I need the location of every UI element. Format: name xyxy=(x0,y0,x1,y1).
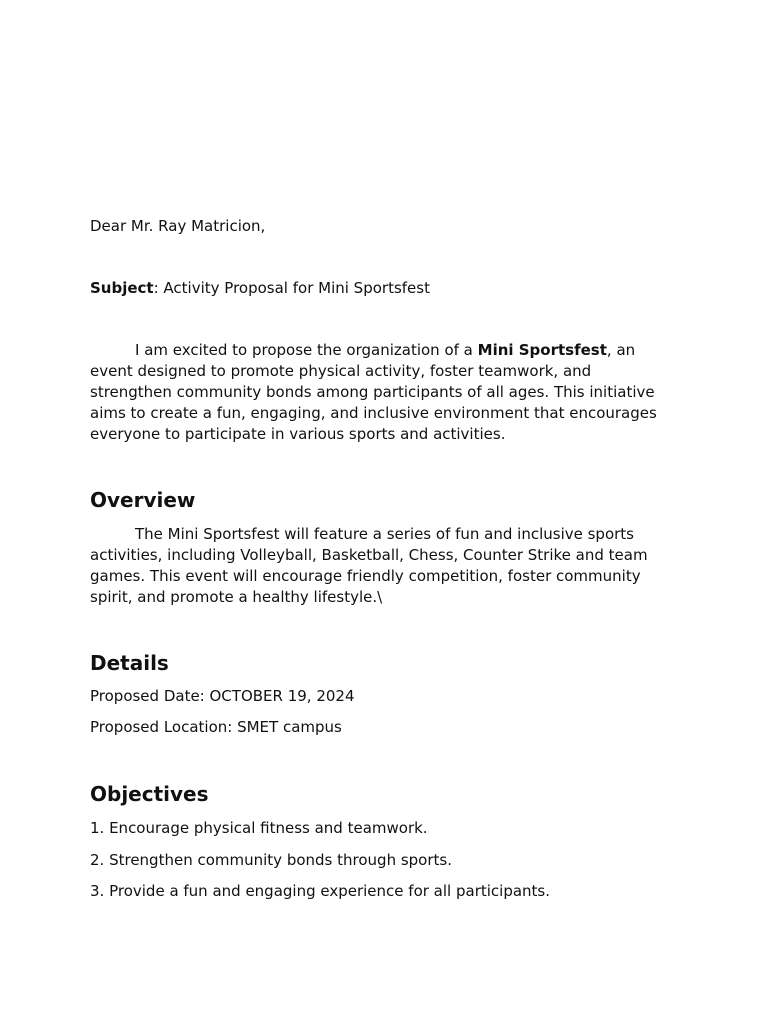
intro-text-end: , an event designed to promote physical activity, foster teamwork, and strengthen community bonds among participants of all ages. This initiative aims to create a fun, engaging, and inclusive environment that encourages everyone to participate in various sports and activities. xyxy=(90,341,657,443)
intro-text-start: I am excited to propose the organization of a xyxy=(135,341,478,359)
details-heading: Details xyxy=(90,651,169,675)
objectives-heading: Objectives xyxy=(90,782,209,806)
subject-line xyxy=(90,278,675,299)
objective-item: 3. Provide a fun and engaging experience for all participants. xyxy=(90,882,551,900)
subject-label: Subject xyxy=(90,279,154,297)
overview-paragraph xyxy=(90,524,675,608)
objective-item: 2. Strengthen community bonds through sports. xyxy=(90,851,452,869)
subject-text: : Activity Proposal for Mini Sportsfest xyxy=(153,279,430,297)
objective-item: 1. Encourage physical fitness and teamwork. xyxy=(90,819,428,837)
salutation: Dear Mr. Ray Matricion, xyxy=(90,217,266,235)
proposed-location: Proposed Location: SMET campus xyxy=(90,718,342,736)
intro-event-name: Mini Sportsfest xyxy=(477,341,607,359)
intro-paragraph xyxy=(90,340,675,445)
proposed-date: Proposed Date: OCTOBER 19, 2024 xyxy=(90,687,355,705)
overview-text: The Mini Sportsfest will feature a series of fun and inclusive sports activities, including Volleyball, Basketball, Chess, Counter Strike and team games. This event will encourage friendly competition, foster community spirit, and promote a healthy lifestyle.\ xyxy=(90,525,648,606)
overview-heading: Overview xyxy=(90,488,196,512)
